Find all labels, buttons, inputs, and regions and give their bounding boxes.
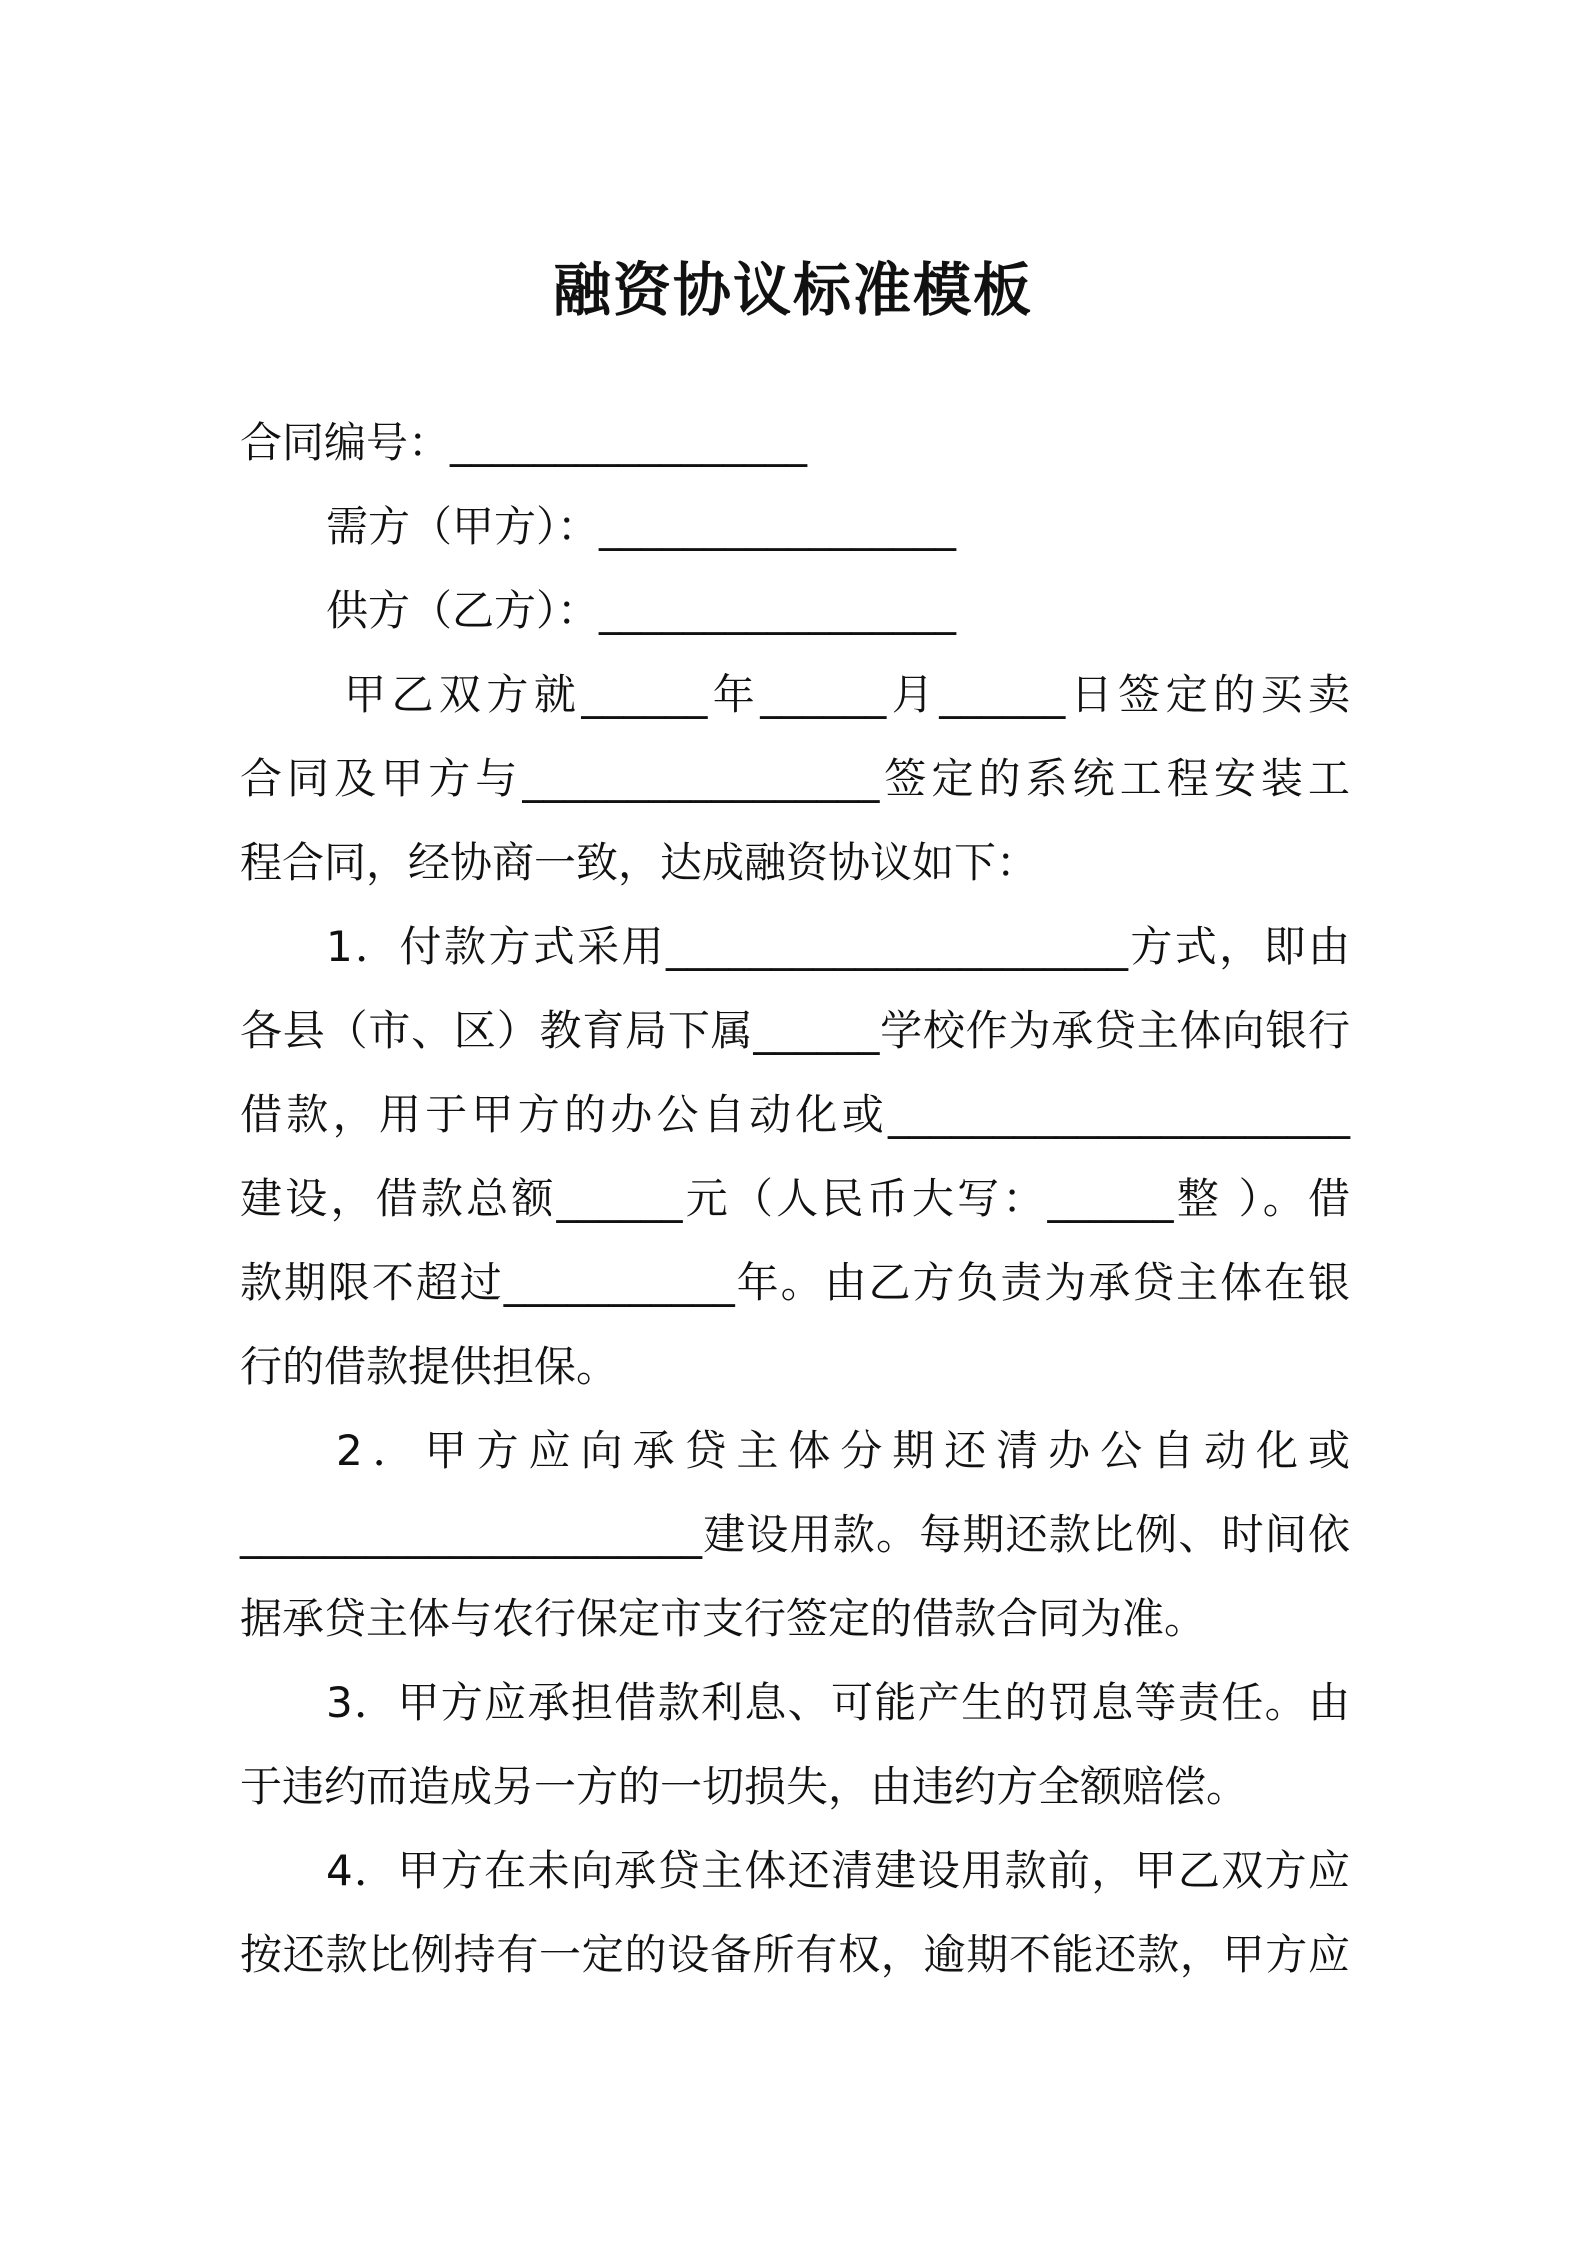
clause-2-line-1: 2．甲方应向承贷主体分期还清办公自动化或 xyxy=(336,1426,1350,1475)
clause-1-line-5: 款期限不超过___________年。由乙方负责为承贷主体在银 xyxy=(240,1258,1350,1307)
party-b-line: 供方（乙方）：_________________ xyxy=(326,586,957,635)
intro-line-1: 甲乙双方就______年______月______日签定的买卖 xyxy=(344,670,1350,719)
clause-1-line-1: 1．付款方式采用______________________方式，即由 xyxy=(326,922,1350,971)
clause-1-line-3: 借款，用于甲方的办公自动化或______________________ xyxy=(240,1090,1350,1139)
clause-3-line-1: 3．甲方应承担借款利息、可能产生的罚息等责任。由 xyxy=(326,1678,1350,1727)
contract-number-line: 合同编号：_________________ xyxy=(240,418,808,467)
intro-line-2: 合同及甲方与_________________签定的系统工程安装工 xyxy=(240,754,1350,803)
clause-4-line-1: 4．甲方在未向承贷主体还清建设用款前，甲乙双方应 xyxy=(326,1846,1350,1895)
clause-4-line-2: 按还款比例持有一定的设备所有权，逾期不能还款，甲方应 xyxy=(240,1930,1350,1979)
clause-1-line-6: 行的借款提供担保。 xyxy=(240,1342,619,1391)
clause-1-line-4: 建设，借款总额______元（人民币大写：______整 ）。借 xyxy=(240,1174,1350,1223)
clause-1-line-2: 各县（市、区）教育局下属______学校作为承贷主体向银行 xyxy=(240,1006,1350,1055)
clause-2-line-2: ______________________建设用款。每期还款比例、时间依 xyxy=(240,1510,1350,1559)
party-a-line: 需方（甲方）：_________________ xyxy=(326,502,957,551)
document-title: 融资协议标准模板 xyxy=(552,256,1033,324)
clause-3-line-2: 于违约而造成另一方的一切损失，由违约方全额赔偿。 xyxy=(240,1762,1249,1811)
intro-line-3: 程合同，经协商一致，达成融资协议如下： xyxy=(240,838,1039,887)
clause-2-line-3: 据承贷主体与农行保定市支行签定的借款合同为准。 xyxy=(240,1594,1207,1643)
